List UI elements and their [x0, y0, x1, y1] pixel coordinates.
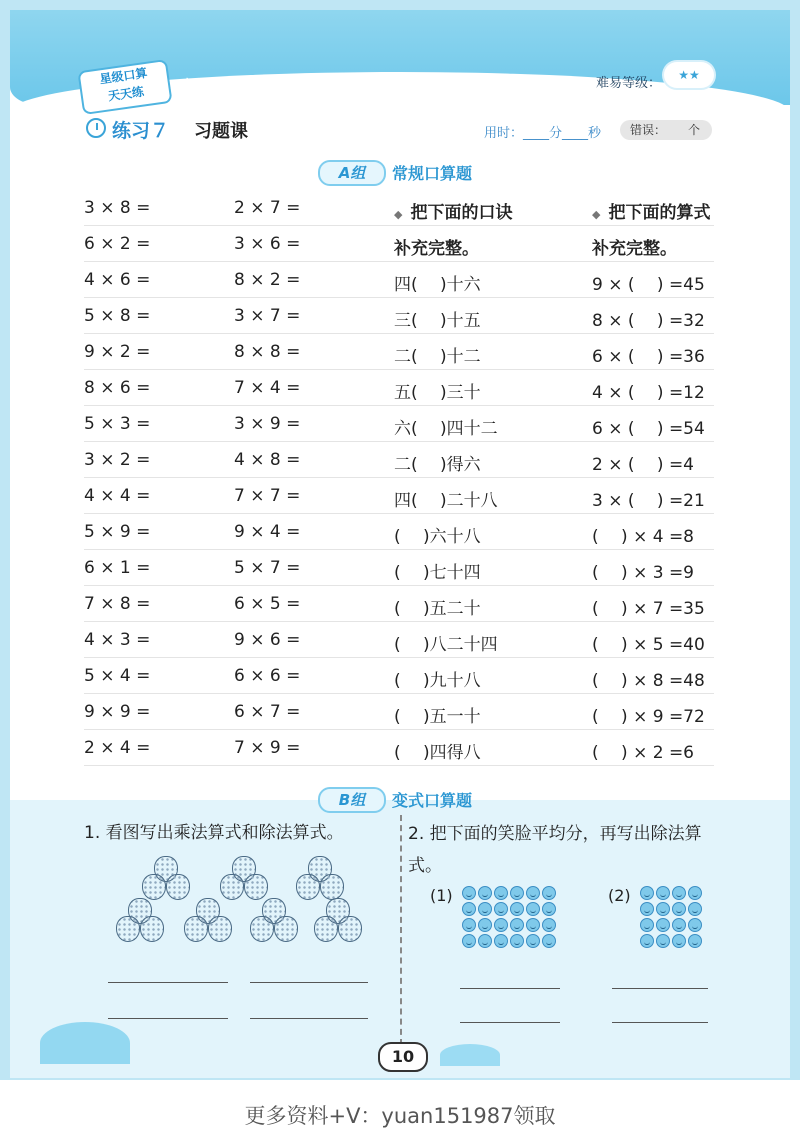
cell-text: 6 × ( ) =54 [592, 419, 705, 439]
cell-text: 9 × 9 = [84, 702, 151, 722]
table-cell [84, 342, 150, 362]
table-cell [592, 594, 705, 619]
smiley-face-icon [542, 902, 556, 916]
table-cell [84, 702, 150, 722]
smiley-face-icon [672, 934, 686, 948]
strawberry-icon [296, 874, 320, 900]
cell-text: 9 × 6 = [234, 630, 301, 650]
smiley-face-icon [462, 902, 476, 916]
table-cell [394, 378, 481, 403]
answer-line[interactable] [108, 1018, 228, 1019]
cell-text: 5 × 3 = [84, 414, 151, 434]
table-cell [394, 630, 498, 655]
wave-decoration [440, 1044, 500, 1066]
table-cell [84, 270, 150, 290]
cell-text: ( )五一十 [394, 707, 481, 727]
smiley-face-icon [672, 918, 686, 932]
cell-text: 5 × 4 = [84, 666, 151, 686]
cell-text: 6 × 6 = [234, 666, 301, 686]
answer-line[interactable] [612, 988, 708, 989]
strawberry-icon [250, 916, 274, 942]
table-cell [84, 594, 150, 614]
table-row [84, 262, 714, 298]
smiley-face-icon [672, 902, 686, 916]
cell-text: 3 × 8 = [84, 198, 151, 218]
strawberry-icon [274, 916, 298, 942]
cell-text: ( ) × 7 =35 [592, 599, 705, 619]
table-cell [592, 414, 705, 439]
strawberry-group [310, 898, 376, 964]
table-cell [234, 306, 300, 326]
table-cell [394, 558, 481, 583]
cell-text: 把下面的算式 [608, 203, 711, 223]
smiley-face-icon [494, 918, 508, 932]
time-used-field[interactable]: 用时：____分____秒 [484, 126, 602, 141]
smiley-face-icon [478, 886, 492, 900]
cell-text: 3 × 9 = [234, 414, 301, 434]
table-cell [394, 450, 481, 475]
section-a-tag: A组 [318, 160, 386, 186]
smiley-group-2-label: (2) [608, 886, 631, 905]
answer-line[interactable] [460, 988, 560, 989]
column-divider [400, 815, 402, 1045]
table-cell [394, 234, 479, 259]
table-cell [234, 702, 300, 722]
grade-label: 二年级数学下（R版） [170, 78, 297, 93]
strawberry-group [112, 898, 178, 964]
table-row [84, 658, 714, 694]
smiley-face-icon [640, 886, 654, 900]
answer-line[interactable] [250, 1018, 368, 1019]
table-row [84, 406, 714, 442]
cell-text: 7 × 9 = [234, 738, 301, 758]
cell-text: 二( )十二 [394, 347, 481, 367]
table-cell [84, 378, 150, 398]
cell-text: 四( )十六 [394, 275, 481, 295]
brand-line-1: 星级口算 [98, 65, 149, 87]
difficulty-cloud [664, 62, 714, 88]
row-rule [84, 765, 714, 766]
table-cell [592, 738, 694, 763]
table-cell [84, 522, 150, 542]
table-cell [394, 522, 481, 547]
smiley-face-icon [656, 902, 670, 916]
footer-note: 更多资料+V：yuan151987领取 [244, 1104, 556, 1128]
table-cell [592, 306, 705, 331]
table-cell [592, 522, 694, 547]
answer-line[interactable] [250, 982, 368, 983]
table-cell [394, 702, 481, 727]
table-cell [394, 198, 512, 223]
table-row [84, 514, 714, 550]
cell-text: 7 × 8 = [84, 594, 151, 614]
table-cell [234, 378, 300, 398]
wave-decoration [40, 1022, 130, 1064]
cell-text: ( ) × 8 =48 [592, 671, 705, 691]
strawberry-icon [208, 916, 232, 942]
table-row [84, 550, 714, 586]
cell-text: 5 × 9 = [84, 522, 151, 542]
smiley-face-icon [526, 886, 540, 900]
section-a-heading [318, 160, 518, 184]
smiley-face-icon [510, 934, 524, 948]
table-row [84, 334, 714, 370]
table-cell [234, 558, 300, 578]
smiley-face-icon [526, 918, 540, 932]
table-cell [592, 450, 694, 475]
brand-line-2: 天天练 [107, 84, 145, 104]
smiley-face-icon [656, 886, 670, 900]
cell-text: 2 × 7 = [234, 198, 301, 218]
cell-text: 6 × 5 = [234, 594, 301, 614]
difficulty-label: 难易等级： [596, 76, 662, 91]
smiley-face-icon [640, 934, 654, 948]
table-cell [234, 270, 300, 290]
answer-line[interactable] [460, 1022, 560, 1023]
answer-line[interactable] [612, 1022, 708, 1023]
smiley-face-icon [462, 918, 476, 932]
strawberry-icon [166, 874, 190, 900]
table-cell [592, 198, 710, 223]
cell-text: ( )四得八 [394, 743, 481, 763]
cell-text: 6 × 2 = [84, 234, 151, 254]
smiley-face-icon [542, 886, 556, 900]
cell-text: 3 × 7 = [234, 306, 301, 326]
table-row [84, 442, 714, 478]
table-cell [394, 486, 498, 511]
table-cell [592, 342, 705, 367]
table-cell [234, 522, 300, 542]
cell-text: 五( )三十 [394, 383, 481, 403]
table-cell [234, 198, 300, 218]
cell-text: 2 × 4 = [84, 738, 151, 758]
cell-text: 3 × 6 = [234, 234, 301, 254]
table-cell [592, 630, 705, 655]
errors-label: 错误： [630, 123, 667, 137]
cell-text: 二( )得六 [394, 455, 481, 475]
smiley-face-icon [510, 902, 524, 916]
table-row [84, 190, 714, 226]
cell-text: ( )八二十四 [394, 635, 498, 655]
title-row [86, 116, 716, 144]
smiley-face-icon [478, 918, 492, 932]
table-cell [234, 342, 300, 362]
cell-text: 4 × 6 = [84, 270, 151, 290]
table-cell [84, 666, 150, 686]
cell-text: 8 × ( ) =32 [592, 311, 705, 331]
diamond-bullet-icon: ◆ [394, 208, 403, 221]
table-cell [592, 702, 705, 727]
smiley-face-icon [672, 886, 686, 900]
strawberry-group [180, 898, 246, 964]
strawberry-icon [142, 874, 166, 900]
table-cell [394, 342, 481, 367]
cell-text: ( ) × 5 =40 [592, 635, 705, 655]
table-cell [394, 270, 481, 295]
smiley-face-icon [494, 902, 508, 916]
table-cell [84, 234, 150, 254]
cell-text: ( )五二十 [394, 599, 481, 619]
table-row [84, 622, 714, 658]
strawberry-group [246, 898, 312, 964]
smiley-face-icon [462, 934, 476, 948]
smiley-face-icon [656, 934, 670, 948]
strawberry-icon [244, 874, 268, 900]
smiley-face-icon [688, 886, 702, 900]
table-cell [394, 414, 498, 439]
question-2-text: 2. 把下面的笑脸平均分，再写出除法算式。 [408, 824, 702, 876]
table-cell [234, 594, 300, 614]
table-cell [234, 630, 300, 650]
strawberry-icon [220, 874, 244, 900]
strawberry-icon [184, 916, 208, 942]
table-cell [234, 234, 300, 254]
errors-unit: 个 [688, 123, 701, 137]
table-cell [592, 234, 677, 259]
smiley-face-icon [510, 886, 524, 900]
alarm-clock-icon [86, 118, 106, 138]
cell-text: ( ) × 3 =9 [592, 563, 694, 583]
smiley-face-icon [640, 902, 654, 916]
table-cell [84, 630, 150, 650]
cell-text: 6 × 1 = [84, 558, 151, 578]
cell-text: 9 × 2 = [84, 342, 151, 362]
smiley-face-icon [494, 934, 508, 948]
strawberry-icon [314, 916, 338, 942]
table-cell [394, 306, 481, 331]
table-cell [84, 198, 150, 218]
strawberry-icon [320, 874, 344, 900]
diamond-bullet-icon: ◆ [592, 208, 601, 221]
table-cell [592, 270, 705, 295]
table-cell [394, 594, 481, 619]
cell-text: 9 × 4 = [234, 522, 301, 542]
table-cell [592, 666, 705, 691]
table-cell [234, 738, 300, 758]
smiley-face-icon [510, 918, 524, 932]
smiley-face-icon [688, 934, 702, 948]
strawberry-icon [140, 916, 164, 942]
smiley-grid-2 [640, 886, 702, 948]
strawberry-icon [338, 916, 362, 942]
table-row [84, 730, 714, 766]
cell-text: 3 × 2 = [84, 450, 151, 470]
table-cell [234, 486, 300, 506]
cell-text: 三( )十五 [394, 311, 481, 331]
cell-text: ( ) × 9 =72 [592, 707, 705, 727]
cell-text: ( )六十八 [394, 527, 481, 547]
cell-text: ( ) × 2 =6 [592, 743, 694, 763]
cell-text: 2 × ( ) =4 [592, 455, 694, 475]
cell-text: 5 × 8 = [84, 306, 151, 326]
cell-text: 六( )四十二 [394, 419, 498, 439]
cell-text: 8 × 2 = [234, 270, 301, 290]
table-cell [394, 666, 481, 691]
section-b-title: 变式口算题 [392, 791, 473, 810]
smiley-face-icon [542, 918, 556, 932]
smiley-face-icon [640, 918, 654, 932]
page-number: 10 [378, 1042, 428, 1072]
table-cell [394, 738, 481, 763]
table-cell [592, 486, 705, 511]
table-row [84, 370, 714, 406]
section-b-tag: B组 [318, 787, 386, 813]
cell-text: 3 × ( ) =21 [592, 491, 705, 511]
table-row [84, 478, 714, 514]
table-cell [84, 450, 150, 470]
table-row [84, 586, 714, 622]
cell-text: 5 × 7 = [234, 558, 301, 578]
cell-text: 9 × ( ) =45 [592, 275, 705, 295]
table-cell [84, 306, 150, 326]
lesson-number: 练习７ [112, 120, 170, 142]
cell-text: ( )七十四 [394, 563, 481, 583]
table-cell [84, 558, 150, 578]
cell-text: 四( )二十八 [394, 491, 498, 511]
smiley-face-icon [494, 886, 508, 900]
table-cell [84, 414, 150, 434]
smiley-face-icon [526, 934, 540, 948]
smiley-grid-1 [462, 886, 556, 948]
cell-text: ( ) × 4 =8 [592, 527, 694, 547]
table-row [84, 694, 714, 730]
cell-text: ( )九十八 [394, 671, 481, 691]
smiley-face-icon [478, 902, 492, 916]
smiley-face-icon [526, 902, 540, 916]
smiley-face-icon [462, 886, 476, 900]
smiley-face-icon [478, 934, 492, 948]
section-b-heading [318, 787, 518, 811]
cell-text: 4 × 4 = [84, 486, 151, 506]
table-cell [234, 666, 300, 686]
cell-text: 补充完整。 [394, 239, 479, 259]
cell-text: 6 × ( ) =36 [592, 347, 705, 367]
cell-text: 补充完整。 [592, 239, 677, 259]
table-cell [234, 450, 300, 470]
cell-text: 7 × 7 = [234, 486, 301, 506]
lesson-title: 习题课 [194, 121, 248, 142]
table-cell [592, 558, 694, 583]
table-cell [84, 738, 150, 758]
smiley-face-icon [688, 902, 702, 916]
errors-count-box[interactable] [620, 120, 712, 140]
table-cell [592, 378, 705, 403]
table-cell [234, 414, 300, 434]
smiley-face-icon [688, 918, 702, 932]
difficulty-stars: ★★ [678, 68, 700, 82]
cell-text: 7 × 4 = [234, 378, 301, 398]
section-a-title: 常规口算题 [392, 164, 473, 183]
smiley-face-icon [656, 918, 670, 932]
cell-text: 4 × 8 = [234, 450, 301, 470]
cell-text: 8 × 8 = [234, 342, 301, 362]
strawberry-icon [116, 916, 140, 942]
cell-text: 4 × ( ) =12 [592, 383, 705, 403]
smiley-group-1-label: (1) [430, 886, 453, 905]
smiley-face-icon [542, 934, 556, 948]
answer-line[interactable] [108, 982, 228, 983]
cell-text: 8 × 6 = [84, 378, 151, 398]
table-row [84, 226, 714, 262]
cell-text: 4 × 3 = [84, 630, 151, 650]
cell-text: 把下面的口诀 [410, 203, 513, 223]
question-1-text: 1. 看图写出乘法算式和除法算式。 [84, 823, 344, 843]
table-row [84, 298, 714, 334]
table-cell [84, 486, 150, 506]
cell-text: 6 × 7 = [234, 702, 301, 722]
